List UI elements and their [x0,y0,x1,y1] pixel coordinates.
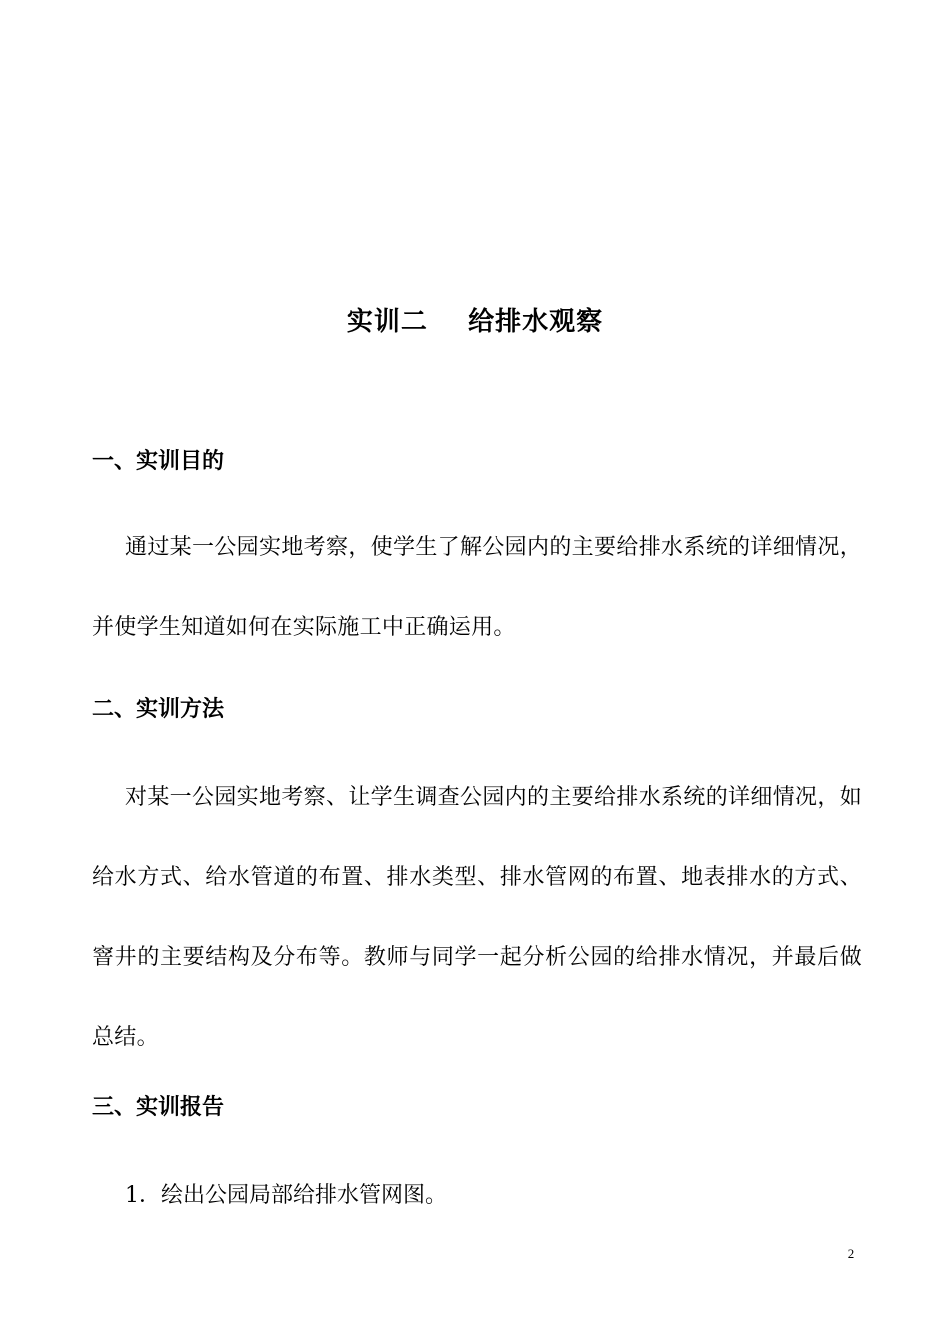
page-number: 2 [847,1246,855,1261]
section-heading-purpose: 一、实训目的 [92,449,225,474]
document-title: 实训二 给排水观察 [346,307,604,337]
section-heading-report: 三、实训报告 [92,1095,225,1120]
section-body-method: 对某一公园实地考察、让学生调查公园内的主要给排水系统的详细情况，如给水方式、给水管道的布置、排水类型、排水管网的布置、地表排水的方式、窨井的主要结构及分布等。教师与同学一起分析公园的给排水情况，并最后做总结。 [92,785,862,1050]
report-item: 1．绘出公园局部给排水管网图。 [125,1183,447,1208]
section-heading-method: 二、实训方法 [92,697,225,722]
section-body-purpose: 通过某一公园实地考察，使学生了解公园内的主要给排水系统的详细情况，并使学生知道如何在实际施工中正确运用。 [92,535,862,640]
